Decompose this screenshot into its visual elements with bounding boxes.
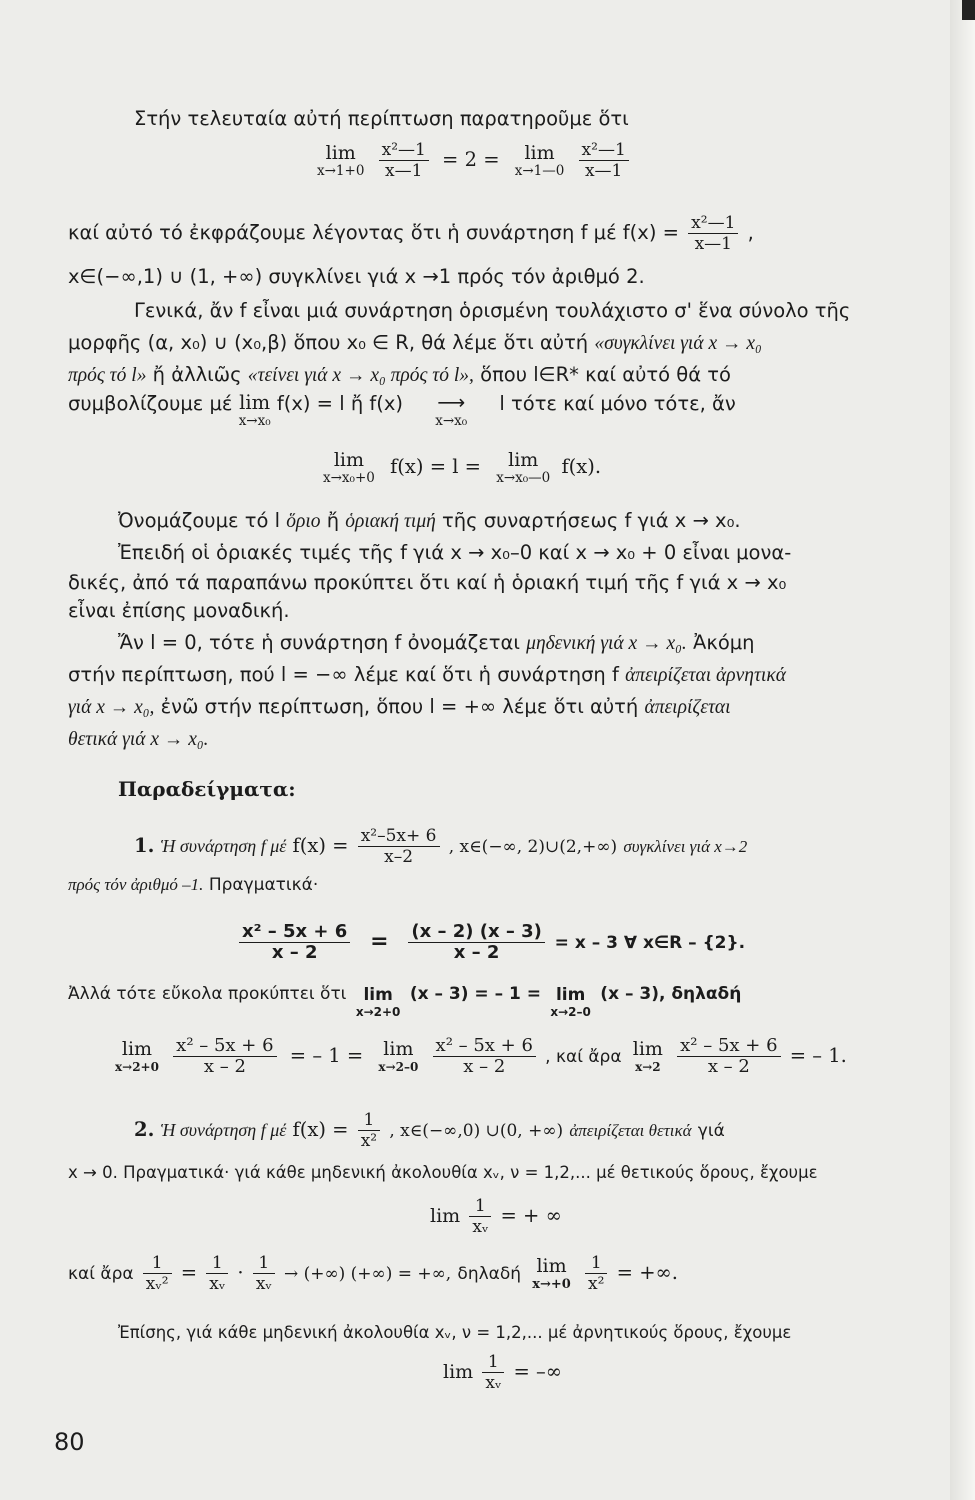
ex1-factor-equation: $\frac{\text{x² – 5x + 6}}{x - 2}$ = $\frac{(x - 2) (x - 3)}{x - 2}$ = x – 3 ∀ x∈R – {2}. bbox=[236, 922, 745, 963]
ex2-eq1: lim $\frac{1}{\text{xᵥ}}$ = + ∞ bbox=[430, 1196, 562, 1237]
p3-line4: εἶναι ἐπίσης μοναδική. bbox=[68, 599, 290, 622]
p4-line1: Ἄν l = 0, τότε ἡ συνάρτηση f ὀνομάζεται μηδενική γιά x → x₀. Ἀκόμη bbox=[118, 631, 755, 654]
ex1-line2: πρός τόν ἀριθμό –1. Πραγματικά· bbox=[68, 875, 319, 895]
p2-line2: μορφῆς (α, x₀) ∪ (x₀,β) ὅπου x₀ ∈ R, θά λέμε ὅτι αὐτή «συγκλίνει γιά x → x₀ bbox=[68, 331, 762, 354]
p4-line4: θετικά γιά x → x₀. bbox=[68, 729, 209, 750]
p2-line3: πρός τό l» ἤ ἀλλιῶς «τείνει γιά x → x₀ πρός τό l», ὅπου l∈R* καί αὐτό θά τό bbox=[68, 363, 731, 386]
p2-line4: συμβολίζουμε μέ lim x→x₀ f(x) = l ἤ f(x) ⟶ x→x₀ l τότε καί μόνο τότε, ἄν bbox=[68, 391, 736, 429]
definition-equation: lim x→x₀+0 f(x) = l = lim x→x₀—0 f(x). bbox=[323, 449, 602, 486]
limit-equation: lim x→1+0 $\frac{\text{x²—1}}{x—1}$ = 2 = lim x→1—0 $\frac{\text{x²—1}}{x—1}$ bbox=[312, 140, 632, 181]
ex1-final-equation: lim x→2+0 $\frac{\text{x² – 5x + 6}}{x - 2}$ = – 1 = lim x→2–0 $\frac{\text{x² – 5x + 6}}{x - 2}$ , καί ἄρα lim x→2 $\frac{\text{x² – 5x + 6}}{x - 2}$ = – 1. bbox=[115, 1035, 847, 1077]
p1-line1: καί αὐτό τό ἐκφράζουμε λέγοντας ὅτι ἡ συνάρτηση f μέ f(x) = $\frac{\text{x²—1}}{x—1}$ , bbox=[68, 213, 754, 254]
p4-line2: στήν περίπτωση, πού l = −∞ λέμε καί ὅτι ἡ συνάρτηση f ἀπειρίζεται ἀρνητικά bbox=[68, 663, 786, 686]
ex2-line2: x → 0. Πραγματικά· γιά κάθε μηδενική ἀκολουθία xᵥ, ν = 1,2,... μέ θετικούς ὅρους, ἔχουμε bbox=[68, 1163, 818, 1182]
p2-line1: Γενικά, ἄν f εἶναι μιά συνάρτηση ὁρισμένη τουλάχιστο σ' ἕνα σύνολο τῆς bbox=[134, 299, 851, 322]
ex1-line3: Ἀλλά τότε εὔκολα προκύπτει ὅτι lim x→2+0 (x – 3) = – 1 = lim x→2–0 (x – 3), δηλαδή bbox=[68, 984, 742, 1019]
page-edge bbox=[950, 0, 975, 1500]
intro-line: Στήν τελευταία αὐτή περίπτωση παρατηροῦμε ὅτι bbox=[134, 107, 629, 130]
p3-line2: Ἐπειδή οἱ ὁριακές τιμές τῆς f γιά x → x₀–0 καί x → x₀ + 0 εἶναι μονα- bbox=[118, 541, 792, 564]
p4-line3: γιά x → x₀, ἐνῶ στήν περίπτωση, ὅπου l = +∞ λέμε ὅτι αὐτή ἀπειρίζεται bbox=[68, 695, 731, 718]
p3-line3: δικές, ἀπό τά παραπάνω προκύπτει ὅτι καί ἡ ὁριακή τιμή τῆς f γιά x → x₀ bbox=[68, 571, 787, 594]
examples-heading: Παραδείγματα: bbox=[118, 777, 296, 801]
p3-line1: Ὀνομάζουμε τό l ὅριο ἤ ὁριακή τιμή τῆς συναρτήσεως f γιά x → x₀. bbox=[118, 509, 741, 532]
ex1-line1: 1. Ἡ συνάρτηση f μέ f(x) = $\frac{\text{x²–5x+ 6}}{x-2}$ , x∈(−∞, 2)∪(2,+∞) συγκλίνει γιά x→2 bbox=[134, 826, 748, 867]
ex2-line1: 2. Ἡ συνάρτηση f μέ f(x) = $\frac{1}{\text{x²}}$ , x∈(−∞,0) ∪(0, +∞) ἀπειρίζεται θετικά γιά bbox=[134, 1110, 725, 1151]
page-number: 80 bbox=[54, 1428, 85, 1456]
ex2-line4: Ἐπίσης, γιά κάθε μηδενική ἀκολουθία xᵥ, ν = 1,2,... μέ ἀρνητικούς ὅρους, ἔχουμε bbox=[118, 1323, 792, 1342]
p1-line2: x∈(−∞,1) ∪ (1, +∞) συγκλίνει γιά x →1 πρός τόν ἀριθμό 2. bbox=[68, 265, 645, 288]
ex2-line3: καί ἄρα $\frac{1}{\text{xᵥ²}}$ = $\frac{1}{\text{xᵥ}}$ · $\frac{1}{\text{xᵥ}}$ → (+∞) (+∞) = +∞, δηλαδή lim x→+0 $\frac{1}{\text{x²}}$ = +∞. bbox=[68, 1253, 678, 1294]
ex2-eq2: lim $\frac{1}{\text{xᵥ}}$ = –∞ bbox=[443, 1352, 563, 1393]
scan-mark bbox=[962, 0, 975, 20]
